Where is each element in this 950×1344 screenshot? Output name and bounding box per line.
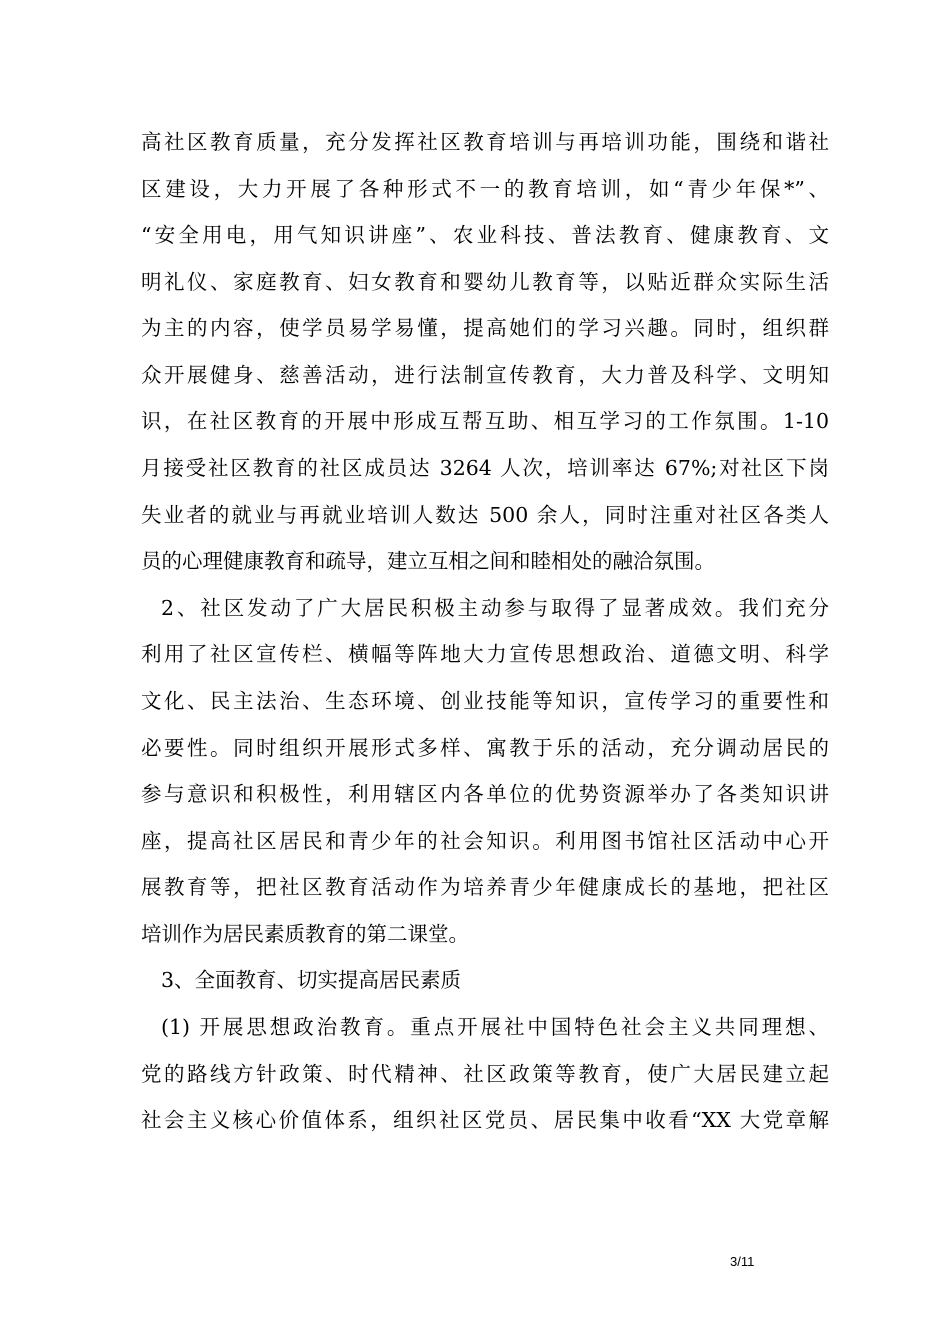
text-line: 展教育等，把社区教育活动作为培养青少年健康成长的基地，把社区 <box>141 875 829 900</box>
text-line: 识，在社区教育的开展中形成互帮互助、相互学习的工作氛围。1-10 <box>141 409 829 434</box>
text-line: 众开展健身、慈善活动，进行法制宣传教育，大力普及科学、文明知 <box>141 362 829 387</box>
text-line: 培训作为居民素质教育的第二课堂。 <box>141 921 469 946</box>
text-line: 员的心理健康教育和疏导，建立互相之间和睦相处的融洽氛围。 <box>141 549 715 574</box>
text-line: 座，提高社区居民和青少年的社会知识。利用图书馆社区活动中心开 <box>141 828 829 853</box>
body-text <box>141 122 829 1147</box>
text-line: 月接受社区教育的社区成员达 3264 人次，培训率达 67%;对社区下岗 <box>141 456 829 481</box>
text-line: 失业者的就业与再就业培训人数达 500 余人，同时注重对社区各类人 <box>141 502 829 527</box>
text-line: “安全用电，用气知识讲座”、农业科技、普法教育、健康教育、文 <box>141 223 829 248</box>
text-line: 高社区教育质量，充分发挥社区教育培训与再培训功能，围绕和谐社 <box>141 130 829 154</box>
text-line: 文化、民主法治、生态环境、创业技能等知识，宣传学习的重要性和 <box>141 688 829 713</box>
text-line: 参与意识和积极性，利用辖区内各单位的优势资源举办了各类知识讲 <box>141 782 829 807</box>
text-line: 明礼仪、家庭教育、妇女教育和婴幼儿教育等，以贴近群众实际生活 <box>141 269 829 294</box>
text-line: 区建设，大力开展了各种形式不一的教育培训，如“青少年保*”、 <box>141 176 829 201</box>
page-number: 3/11 <box>730 1254 755 1269</box>
text-line: 利用了社区宣传栏、横幅等阵地大力宣传思想政治、道德文明、科学 <box>141 642 829 667</box>
paragraph-start-line: 2、社区发动了广大居民积极主动参与取得了显著成效。我们充分 <box>161 595 829 620</box>
text-line: 社会主义核心价值体系，组织社区党员、居民集中收看“XX 大党章解 <box>141 1108 829 1133</box>
paragraph-start-line: (1) 开展思想政治教育。重点开展社中国特色社会主义共同理想、 <box>161 1014 829 1039</box>
text-line: 为主的内容，使学员易学易懂，提高她们的学习兴趣。同时，组织群 <box>141 316 829 341</box>
text-line: 必要性。同时组织开展形式多样、寓教于乐的活动，充分调动居民的 <box>141 735 829 760</box>
section-heading-line: 3、全面教育、切实提高居民素质 <box>161 968 462 993</box>
text-line: 党的路线方针政策、时代精神、社区政策等教育，使广大居民建立起 <box>141 1061 829 1086</box>
